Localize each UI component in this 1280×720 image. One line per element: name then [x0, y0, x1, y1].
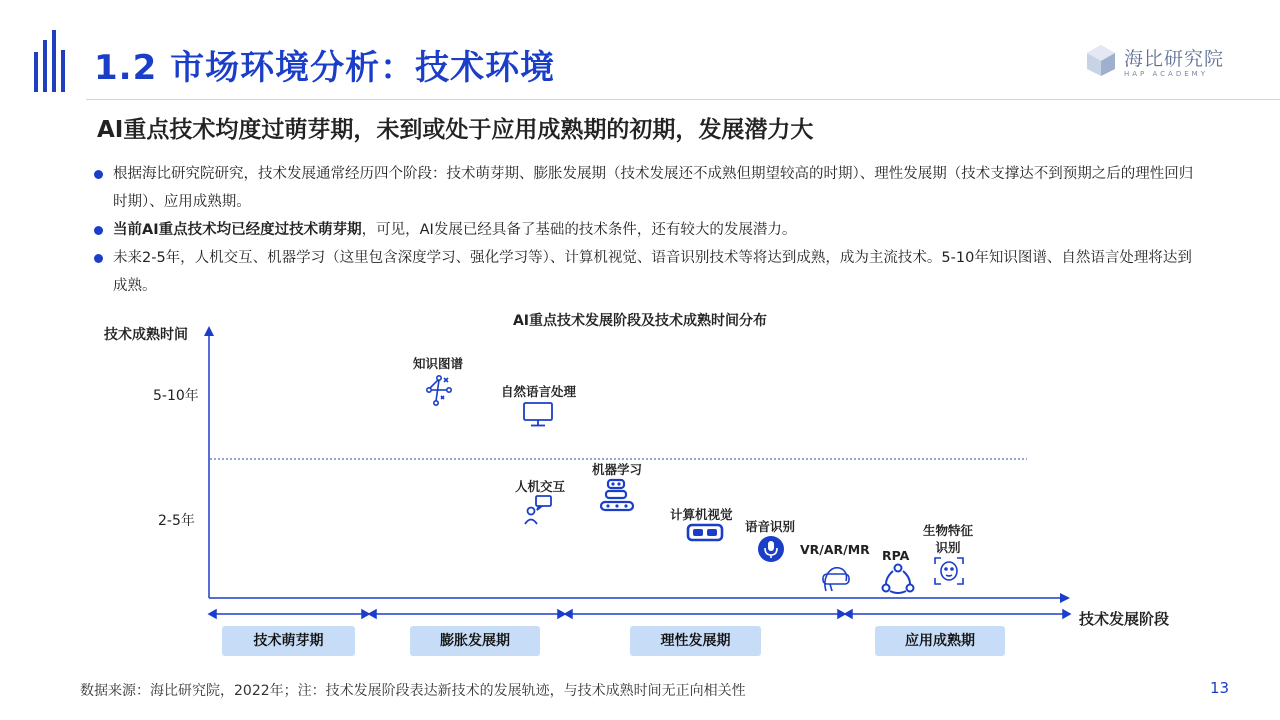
tech-label-hci: 人机交互 — [515, 479, 566, 494]
stage-box-mature: 应用成熟期 — [875, 626, 1005, 656]
bullet-text: ，可见，AI发展已经具备了基础的技术条件，还有较大的发展潜力。 — [361, 222, 797, 238]
stage-box-germination: 技术萌芽期 — [222, 626, 355, 656]
tech-label-speech: 语音识别 — [745, 519, 796, 534]
tech-label-rpa: RPA — [882, 548, 910, 563]
vr-glasses-icon — [686, 523, 724, 543]
page-number: 13 — [1210, 679, 1230, 697]
microphone-icon — [757, 535, 785, 563]
robot-icon — [599, 478, 635, 512]
stage-box-rational: 理性发展期 — [630, 626, 761, 656]
tech-label-knowledge-graph: 知识图谱 — [413, 356, 464, 371]
stage-span-arrows — [209, 610, 1070, 618]
monitor-icon — [522, 401, 554, 427]
bullet-text: 未来2-5年，人机交互、机器学习（这里包含深度学习、强化学习等）、计算机视觉、语音识别技术等将达到成熟，成为主流技术。5-10年知识图谱、自然语言处理将达到成熟。 — [113, 250, 1192, 294]
knowledge-graph-icon — [424, 374, 454, 406]
stage-box-expansion: 膨胀发展期 — [410, 626, 540, 656]
logo-subtitle: HAP ACADEMY — [1124, 70, 1208, 78]
y-tick-label: 2-5年 — [158, 513, 195, 529]
x-axis-arrow — [1060, 593, 1070, 603]
tech-label-nlp: 自然语言处理 — [501, 384, 577, 399]
tech-label-ml: 机器学习 — [592, 462, 643, 477]
tech-label-cv: 计算机视觉 — [670, 507, 733, 522]
x-axis-label: 技术发展阶段 — [1079, 610, 1170, 628]
y-axis-arrow — [204, 326, 214, 336]
slide-subtitle: AI重点技术均度过萌芽期，未到或处于应用成熟期的初期，发展潜力大 — [97, 117, 814, 143]
tech-label-biometrics-text: 生物特征识别 — [922, 523, 973, 555]
source-note: 数据来源：海比研究院，2022年；注：技术发展阶段表达新技术的发展轨迹，与技术成熟时间无正向相关性 — [80, 683, 746, 699]
page-title: 1.2 市场环境分析：技术环境 — [94, 48, 556, 88]
face-scan-icon — [933, 556, 965, 586]
bullet-text: 根据海比研究院研究，技术发展通常经历四个阶段：技术萌芽期、膨胀发展期（技术发展还不成熟但期望较高的时期）、理性发展期（技术支撑达不到预期之后的理性回归时期）、应用成熟期。 — [113, 166, 1194, 210]
vr-head-icon — [818, 561, 852, 595]
chart-title: AI重点技术发展阶段及技术成熟时间分布 — [512, 313, 768, 329]
logo-name: 海比研究院 — [1124, 48, 1225, 70]
bullet-bold-text: 当前AI重点技术均已经度过技术萌芽期 — [113, 222, 362, 238]
y-axis-label: 技术成熟时间 — [104, 327, 188, 343]
tech-label-vr-ar-mr: VR/AR/MR — [800, 542, 870, 557]
tech-label-biometrics — [921, 522, 975, 556]
rpa-cycle-icon — [881, 563, 915, 595]
y-tick-label: 5-10年 — [153, 388, 199, 404]
chat-user-icon — [522, 494, 554, 526]
